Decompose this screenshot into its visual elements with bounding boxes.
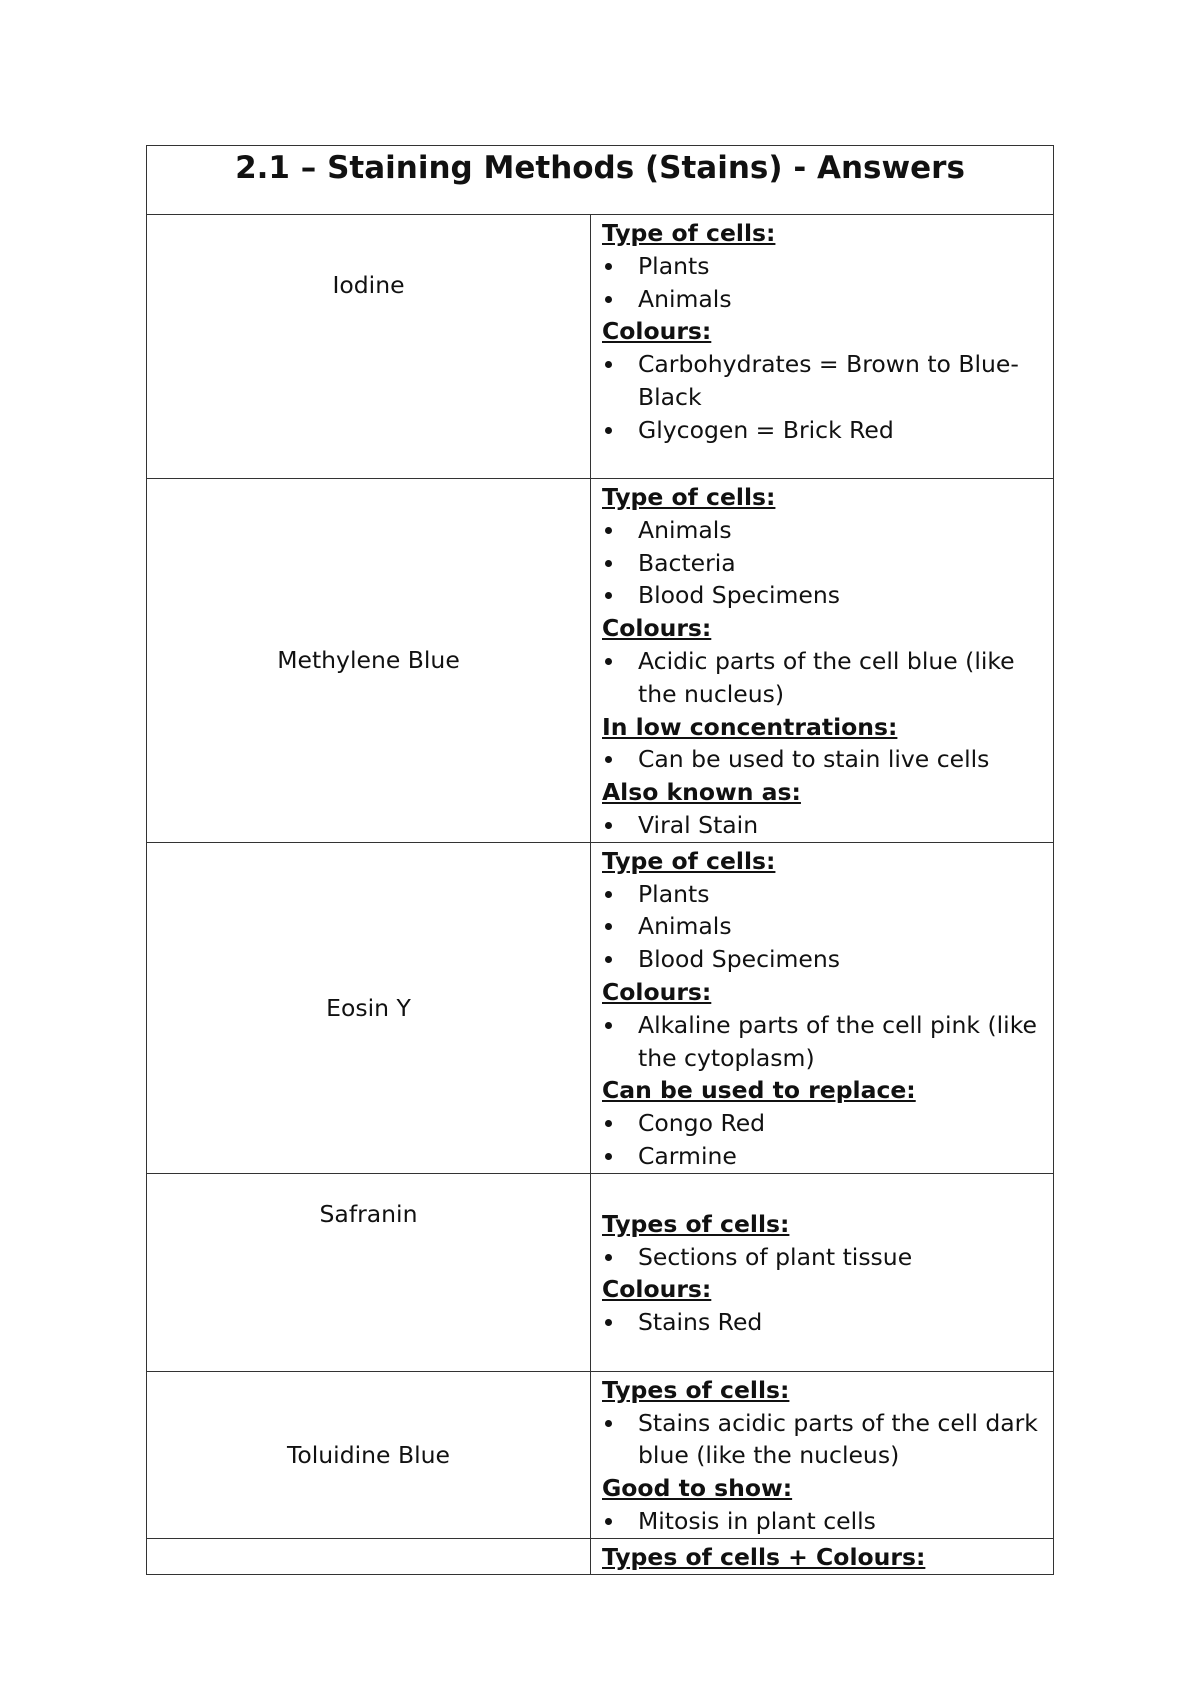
stain-row — [147, 1538, 1054, 1574]
section-heading: Colours: — [602, 614, 712, 643]
bullet-list — [602, 1505, 1043, 1538]
stain-details — [591, 479, 1054, 843]
bullet-item: Bacteria — [602, 547, 1043, 580]
stain-details — [591, 1173, 1054, 1371]
bullet-list — [602, 1009, 1043, 1075]
bullet-item: Mitosis in plant cells — [602, 1505, 1043, 1538]
bullet-list — [602, 878, 1043, 976]
bullet-list — [602, 250, 1043, 316]
bullet-item: Plants — [602, 250, 1043, 283]
stain-details — [591, 842, 1054, 1173]
stain-row — [147, 842, 1054, 1173]
bullet-item: Carmine — [602, 1140, 1043, 1173]
bullet-list — [602, 1107, 1043, 1173]
bullet-item: Congo Red — [602, 1107, 1043, 1140]
bullet-item: Can be used to stain live cells — [602, 743, 1043, 776]
bullet-item: Stains Red — [602, 1306, 1043, 1339]
stain-details — [591, 1371, 1054, 1538]
stain-row — [147, 1371, 1054, 1538]
section-heading: Can be used to replace: — [602, 1076, 916, 1105]
bullet-list — [602, 514, 1043, 612]
stain-name: Toluidine Blue — [147, 1371, 591, 1538]
bullet-list — [602, 348, 1043, 446]
bullet-list — [602, 809, 1043, 842]
bullet-item: Stains acidic parts of the cell dark blue (like the nucleus) — [602, 1407, 1043, 1473]
bullet-item: Viral Stain — [602, 809, 1043, 842]
section-heading: Also known as: — [602, 778, 801, 807]
bullet-list — [602, 645, 1043, 711]
section-heading: In low concentrations: — [602, 712, 898, 741]
stain-name: Eosin Y — [147, 842, 591, 1173]
section-heading: Colours: — [602, 977, 712, 1006]
bullet-item: Plants — [602, 878, 1043, 911]
section-heading: Type of cells: — [602, 483, 776, 511]
section-heading: Colours: — [602, 1275, 712, 1304]
stain-name — [147, 1538, 591, 1574]
page-title: 2.1 – Staining Methods (Stains) - Answers — [147, 146, 1054, 215]
stain-name: Iodine — [147, 215, 591, 479]
bullet-item: Glycogen = Brick Red — [602, 414, 1043, 447]
bullet-list — [602, 1407, 1043, 1473]
bullet-item: Animals — [602, 283, 1043, 316]
stain-details — [591, 1538, 1054, 1574]
bullet-item: Blood Specimens — [602, 579, 1043, 612]
section-heading: Types of cells: — [602, 1375, 790, 1404]
section-heading: Type of cells: — [602, 846, 776, 875]
stain-row — [147, 1173, 1054, 1371]
bullet-list — [602, 1306, 1043, 1339]
bullet-item: Animals — [602, 910, 1043, 943]
stain-row — [147, 479, 1054, 843]
section-heading: Types of cells: — [602, 1209, 790, 1238]
stain-name: Methylene Blue — [147, 479, 591, 843]
stain-details — [591, 215, 1054, 479]
bullet-list — [602, 743, 1043, 776]
section-heading: Types of cells + Colours: — [602, 1542, 926, 1571]
section-heading: Colours: — [602, 317, 712, 346]
bullet-item: Sections of plant tissue — [602, 1241, 1043, 1274]
section-heading: Good to show: — [602, 1474, 793, 1503]
stains-table — [146, 145, 1054, 1575]
bullet-item: Carbohydrates = Brown to Blue-Black — [602, 348, 1043, 414]
title-row — [147, 146, 1054, 215]
bullet-item: Alkaline parts of the cell pink (like the cytoplasm) — [602, 1009, 1043, 1075]
stain-name: Safranin — [147, 1173, 591, 1371]
section-heading: Type of cells: — [602, 219, 776, 247]
bullet-item: Acidic parts of the cell blue (like the nucleus) — [602, 645, 1043, 711]
bullet-item: Blood Specimens — [602, 943, 1043, 976]
bullet-item: Animals — [602, 514, 1043, 547]
bullet-list — [602, 1241, 1043, 1274]
stain-row — [147, 215, 1054, 479]
